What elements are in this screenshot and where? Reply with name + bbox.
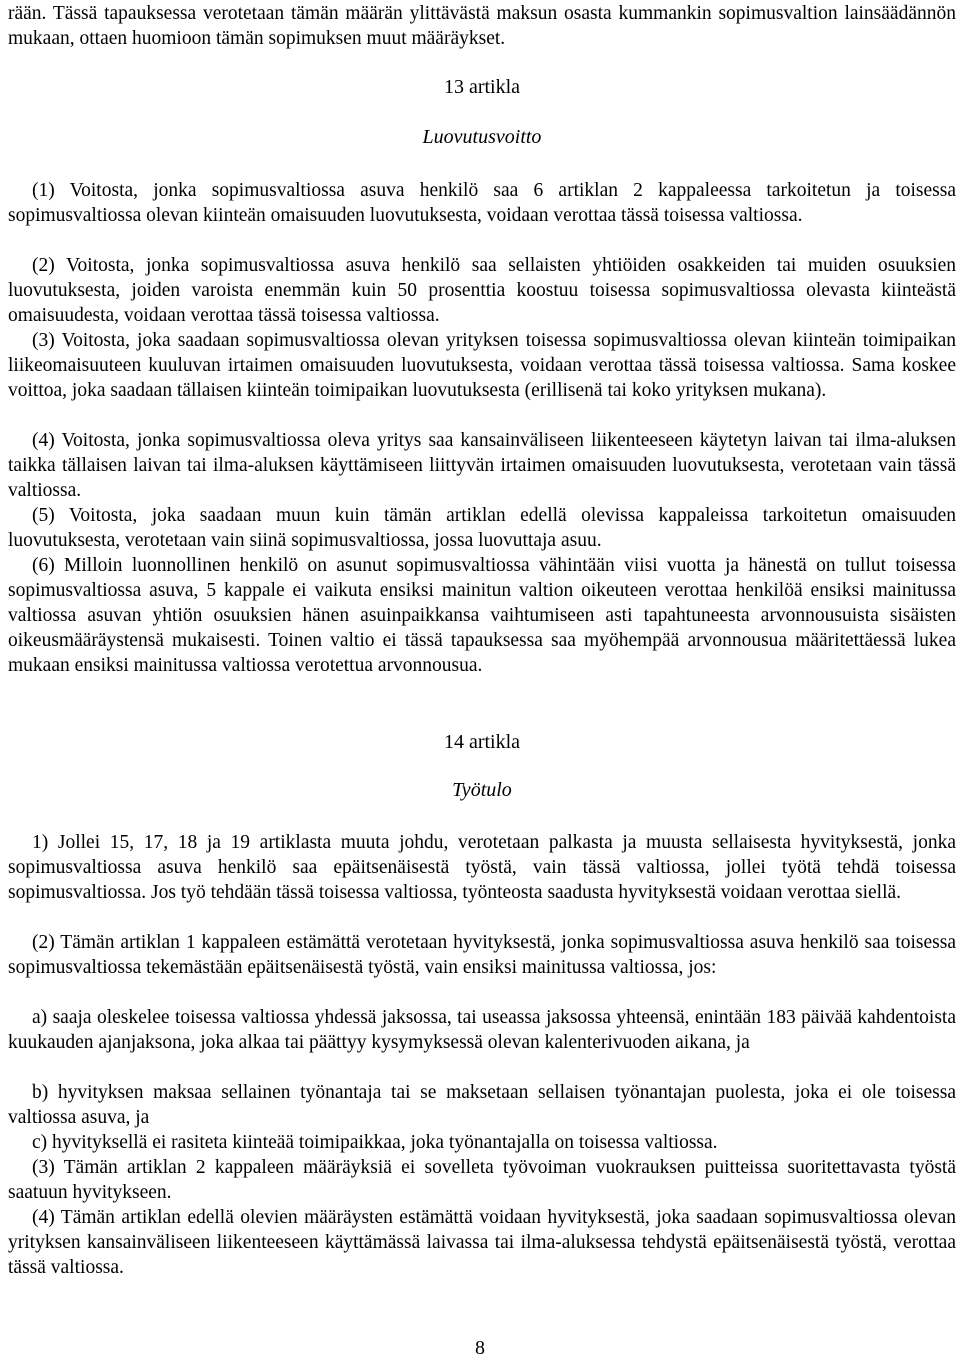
article-13-paragraph-2: (2) Voitosta, jonka sopimusvaltiossa asuva henkilö saa sellaisten yhtiöiden osakkeiden tai muiden osuuksien luovutuksesta, joiden varoista enemmän kuin 50 prosenttia koostuu toisessa sopimusvaltiossa olevasta kiinteästä omaisuudesta, voidaan verottaa tässä toisessa valtiossa.	[8, 255, 956, 326]
article-13-paragraph-1: (1) Voitosta, jonka sopimusvaltiossa asuva henkilö saa 6 artiklan 2 kappaleessa tarkoitetun ja toisessa sopimusvaltiossa olevan kiinteän omaisuuden luovutuksesta, voidaan verottaa tässä toisessa valtiossa.	[8, 180, 956, 226]
article-13-paragraph-5: (5) Voitosta, joka saadaan muun kuin tämän artiklan edellä olevissa kappaleissa tarkoitetun omaisuuden luovutuksesta, verotetaan vain siinä sopimusvaltiossa, jossa luovuttaja asuu.	[8, 505, 956, 551]
article-14-paragraph-3: (3) Tämän artiklan 2 kappaleen määräyksiä ei sovelleta työvoiman vuokrauksen puitteissa suoritettavasta työstä saatuun hyvitykseen.	[8, 1157, 956, 1203]
article-14-number: 14 artikla	[443, 731, 521, 753]
article-14-paragraph-4: (4) Tämän artiklan edellä olevien määräysten estämättä voidaan hyvityksestä, joka saadaan sopimusvaltiossa olevan yrityksen kansainväliseen liikenteeseen käyttämässä laivassa tai ilma-aluksessa tehdystä epäitsenäisestä työstä, verottaa tässä valtiossa.	[8, 1207, 956, 1278]
article-13-paragraph-3: (3) Voitosta, joka saadaan sopimusvaltiossa olevan yrityksen toisessa sopimusvaltiossa olevan kiinteän toimipaikan liikeomaisuuteen kuuluvan irtaimen omaisuuden luovutuksesta, voidaan verottaa tässä toisessa valtiossa. Sama koskee voittoa, joka saadaan tällaisen kiinteän toimipaikan luovutuksesta (erillisenä tai koko yrityksen mukana).	[8, 330, 956, 401]
article-13-title: Luovutusvoitto	[422, 126, 542, 148]
article-14-item-b: b) hyvityksen maksaa sellainen työnantaja tai se maksetaan sellaisen työnantajan puolesta, joka ei ole toisessa valtiossa asuva, ja	[8, 1082, 956, 1128]
article-14-item-a: a) saaja oleskelee toisessa valtiossa yhdessä jaksossa, tai useassa jaksossa yhteensä, enintään 183 päivää kahdentoista kuukauden ajanjaksona, joka alkaa tai päättyy kysymyksessä olevan kalenterivuoden aikana, ja	[8, 1007, 956, 1053]
page-number: 8	[475, 1337, 485, 1359]
intro-paragraph: rään. Tässä tapauksessa verotetaan tämän määrän ylittävästä maksun osasta kummankin sopimusvaltion lainsäädännön mukaan, ottaen huomioon tämän sopimuksen muut määräykset.	[8, 3, 956, 49]
article-13-paragraph-4: (4) Voitosta, jonka sopimusvaltiossa oleva yritys saa kansainväliseen liikenteeseen käytetyn laivan tai ilma-aluksen taikka tällaisen laivan tai ilma-aluksen käyttämiseen liittyvän irtaimen omaisuuden luovutuksesta, verotetaan vain tässä valtiossa.	[8, 430, 956, 501]
article-14-title: Työtulo	[452, 779, 512, 801]
article-13-number: 13 artikla	[443, 76, 521, 98]
article-13-paragraph-6: (6) Milloin luonnollinen henkilö on asunut sopimusvaltiossa vähintään viisi vuotta ja hänestä on tullut toisessa sopimusvaltiossa asuva, 5 kappale ei vaikuta ensiksi mainitun valtion oikeuteen verottaa henkilöä ensiksi mainitussa valtiossa asuvan yhtiön osuuksien hänen asuinpaikkansa vaihtumiseen asti tapahtuneesta arvonnousuista sisäisten oikeusmääräystensä mukaisesti. Toinen valtio ei tässä tapauksessa saa myöhempää arvonnousua määritettäessä lukea mukaan ensiksi mainitussa valtiossa verotettua arvonnousua.	[8, 555, 956, 676]
article-14-paragraph-2: (2) Tämän artiklan 1 kappaleen estämättä verotetaan hyvityksestä, jonka sopimusvaltiossa asuva henkilö saa toisessa sopimusvaltiossa tekemästään epäitsenäisestä työstä, vain ensiksi mainitussa valtiossa, jos:	[8, 932, 956, 978]
article-14-paragraph-1: 1) Jollei 15, 17, 18 ja 19 artiklasta muuta johdu, verotetaan palkasta ja muusta sellaisesta hyvityksestä, jonka sopimusvaltiossa asuva henkilö saa epäitsenäisestä työstä, vain tässä valtiossa, jollei työtä tehdä toisessa sopimusvaltiossa. Jos työ tehdään tässä toisessa valtiossa, työnteosta saadusta hyvityksestä voidaan verottaa siellä.	[8, 832, 956, 903]
article-14-item-c: c) hyvityksellä ei rasiteta kiinteää toimipaikkaa, joka työnantajalla on toisessa valtiossa.	[32, 1132, 718, 1153]
